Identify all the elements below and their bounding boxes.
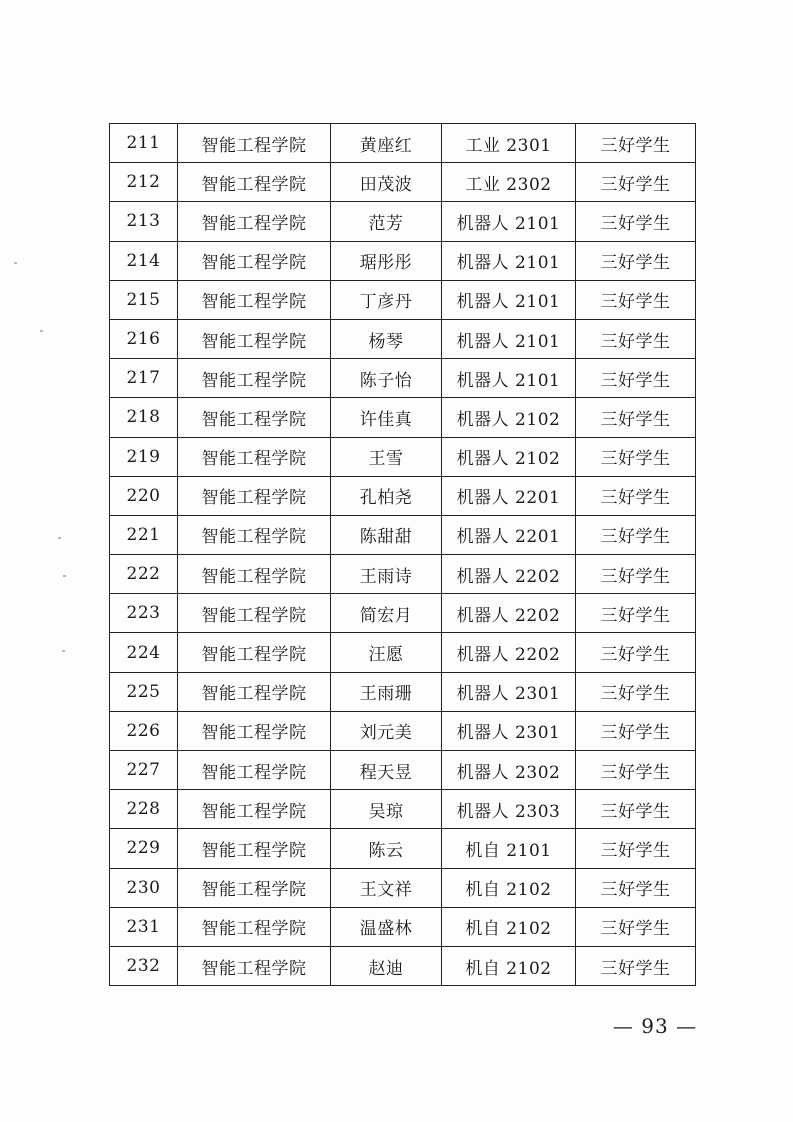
- row-number: 220: [110, 476, 178, 515]
- college-cell: 智能工程学院: [178, 437, 331, 476]
- college-cell: 智能工程学院: [178, 594, 331, 633]
- table-row: [110, 241, 696, 280]
- table-row: [110, 555, 696, 594]
- class-cell: 机器人 2101: [442, 202, 576, 241]
- award-cell: 三好学生: [576, 829, 696, 868]
- student-name-cell: 王文祥: [331, 868, 442, 907]
- scan-artifact: [63, 575, 66, 577]
- award-cell: 三好学生: [576, 711, 696, 750]
- student-name-cell: 陈子怡: [331, 359, 442, 398]
- class-cell: 机器人 2101: [442, 319, 576, 358]
- table-row: [110, 124, 696, 163]
- class-cell: 工业 2301: [442, 124, 576, 163]
- college-cell: 智能工程学院: [178, 319, 331, 358]
- student-name-cell: 黄座红: [331, 124, 442, 163]
- table-row: [110, 515, 696, 554]
- award-cell: 三好学生: [576, 241, 696, 280]
- award-cell: 三好学生: [576, 907, 696, 946]
- college-cell: 智能工程学院: [178, 124, 331, 163]
- class-cell: 机器人 2101: [442, 241, 576, 280]
- class-cell: 机器人 2102: [442, 437, 576, 476]
- table-row: [110, 672, 696, 711]
- student-name-cell: 赵迪: [331, 946, 442, 985]
- table-row: [110, 163, 696, 202]
- row-number: 225: [110, 672, 178, 711]
- college-cell: 智能工程学院: [178, 359, 331, 398]
- row-number: 214: [110, 241, 178, 280]
- row-number: 223: [110, 594, 178, 633]
- college-cell: 智能工程学院: [178, 907, 331, 946]
- award-cell: 三好学生: [576, 946, 696, 985]
- award-cell: 三好学生: [576, 515, 696, 554]
- college-cell: 智能工程学院: [178, 398, 331, 437]
- college-cell: 智能工程学院: [178, 555, 331, 594]
- college-cell: 智能工程学院: [178, 751, 331, 790]
- college-cell: 智能工程学院: [178, 672, 331, 711]
- award-list-body: [110, 124, 696, 986]
- row-number: 215: [110, 280, 178, 319]
- award-cell: 三好学生: [576, 163, 696, 202]
- class-cell: 机自 2102: [442, 868, 576, 907]
- award-cell: 三好学生: [576, 555, 696, 594]
- student-name-cell: 王雨珊: [331, 672, 442, 711]
- class-cell: 机自 2101: [442, 829, 576, 868]
- student-name-cell: 范芳: [331, 202, 442, 241]
- row-number: 221: [110, 515, 178, 554]
- class-cell: 机器人 2301: [442, 672, 576, 711]
- page-number: — 93 —: [612, 1014, 698, 1038]
- class-cell: 机器人 2202: [442, 594, 576, 633]
- class-cell: 机自 2102: [442, 946, 576, 985]
- award-cell: 三好学生: [576, 790, 696, 829]
- scan-artifact: [14, 262, 17, 264]
- table-row: [110, 751, 696, 790]
- college-cell: 智能工程学院: [178, 241, 331, 280]
- college-cell: 智能工程学院: [178, 163, 331, 202]
- row-number: 229: [110, 829, 178, 868]
- student-name-cell: 杨琴: [331, 319, 442, 358]
- student-name-cell: 吴琼: [331, 790, 442, 829]
- student-name-cell: 陈甜甜: [331, 515, 442, 554]
- row-number: 231: [110, 907, 178, 946]
- award-cell: 三好学生: [576, 124, 696, 163]
- row-number: 219: [110, 437, 178, 476]
- table-row: [110, 790, 696, 829]
- college-cell: 智能工程学院: [178, 829, 331, 868]
- scan-artifact: [58, 537, 61, 539]
- table-row: [110, 594, 696, 633]
- college-cell: 智能工程学院: [178, 202, 331, 241]
- award-cell: 三好学生: [576, 672, 696, 711]
- student-name-cell: 许佳真: [331, 398, 442, 437]
- award-cell: 三好学生: [576, 398, 696, 437]
- student-name-cell: 刘元美: [331, 711, 442, 750]
- student-name-cell: 王雨诗: [331, 555, 442, 594]
- row-number: 222: [110, 555, 178, 594]
- table-row: [110, 633, 696, 672]
- award-cell: 三好学生: [576, 751, 696, 790]
- table-row: [110, 202, 696, 241]
- student-name-cell: 程天昱: [331, 751, 442, 790]
- class-cell: 工业 2302: [442, 163, 576, 202]
- award-cell: 三好学生: [576, 868, 696, 907]
- student-name-cell: 温盛林: [331, 907, 442, 946]
- college-cell: 智能工程学院: [178, 790, 331, 829]
- award-cell: 三好学生: [576, 280, 696, 319]
- table-row: [110, 946, 696, 985]
- row-number: 217: [110, 359, 178, 398]
- class-cell: 机自 2102: [442, 907, 576, 946]
- row-number: 232: [110, 946, 178, 985]
- award-list-table: [109, 123, 696, 986]
- student-name-cell: 王雪: [331, 437, 442, 476]
- award-cell: 三好学生: [576, 476, 696, 515]
- row-number: 224: [110, 633, 178, 672]
- table-row: [110, 319, 696, 358]
- college-cell: 智能工程学院: [178, 868, 331, 907]
- student-name-cell: 汪愿: [331, 633, 442, 672]
- college-cell: 智能工程学院: [178, 633, 331, 672]
- table-row: [110, 711, 696, 750]
- college-cell: 智能工程学院: [178, 515, 331, 554]
- scan-artifact: [62, 650, 65, 652]
- award-cell: 三好学生: [576, 202, 696, 241]
- row-number: 211: [110, 124, 178, 163]
- college-cell: 智能工程学院: [178, 476, 331, 515]
- college-cell: 智能工程学院: [178, 946, 331, 985]
- student-name-cell: 琚彤彤: [331, 241, 442, 280]
- class-cell: 机器人 2202: [442, 555, 576, 594]
- table-row: [110, 398, 696, 437]
- college-cell: 智能工程学院: [178, 711, 331, 750]
- row-number: 228: [110, 790, 178, 829]
- class-cell: 机器人 2202: [442, 633, 576, 672]
- table-row: [110, 868, 696, 907]
- class-cell: 机器人 2201: [442, 476, 576, 515]
- row-number: 230: [110, 868, 178, 907]
- award-cell: 三好学生: [576, 319, 696, 358]
- college-cell: 智能工程学院: [178, 280, 331, 319]
- row-number: 212: [110, 163, 178, 202]
- award-cell: 三好学生: [576, 437, 696, 476]
- table-row: [110, 437, 696, 476]
- table-row: [110, 907, 696, 946]
- class-cell: 机器人 2101: [442, 359, 576, 398]
- class-cell: 机器人 2302: [442, 751, 576, 790]
- table-row: [110, 359, 696, 398]
- award-cell: 三好学生: [576, 633, 696, 672]
- award-cell: 三好学生: [576, 594, 696, 633]
- student-name-cell: 孔柏尧: [331, 476, 442, 515]
- class-cell: 机器人 2303: [442, 790, 576, 829]
- student-name-cell: 田茂波: [331, 163, 442, 202]
- class-cell: 机器人 2102: [442, 398, 576, 437]
- student-name-cell: 丁彦丹: [331, 280, 442, 319]
- class-cell: 机器人 2101: [442, 280, 576, 319]
- table-row: [110, 280, 696, 319]
- table-row: [110, 829, 696, 868]
- table-row: [110, 476, 696, 515]
- student-name-cell: 简宏月: [331, 594, 442, 633]
- class-cell: 机器人 2201: [442, 515, 576, 554]
- row-number: 218: [110, 398, 178, 437]
- class-cell: 机器人 2301: [442, 711, 576, 750]
- award-cell: 三好学生: [576, 359, 696, 398]
- row-number: 216: [110, 319, 178, 358]
- row-number: 227: [110, 751, 178, 790]
- row-number: 226: [110, 711, 178, 750]
- row-number: 213: [110, 202, 178, 241]
- student-name-cell: 陈云: [331, 829, 442, 868]
- scan-artifact: [40, 330, 43, 332]
